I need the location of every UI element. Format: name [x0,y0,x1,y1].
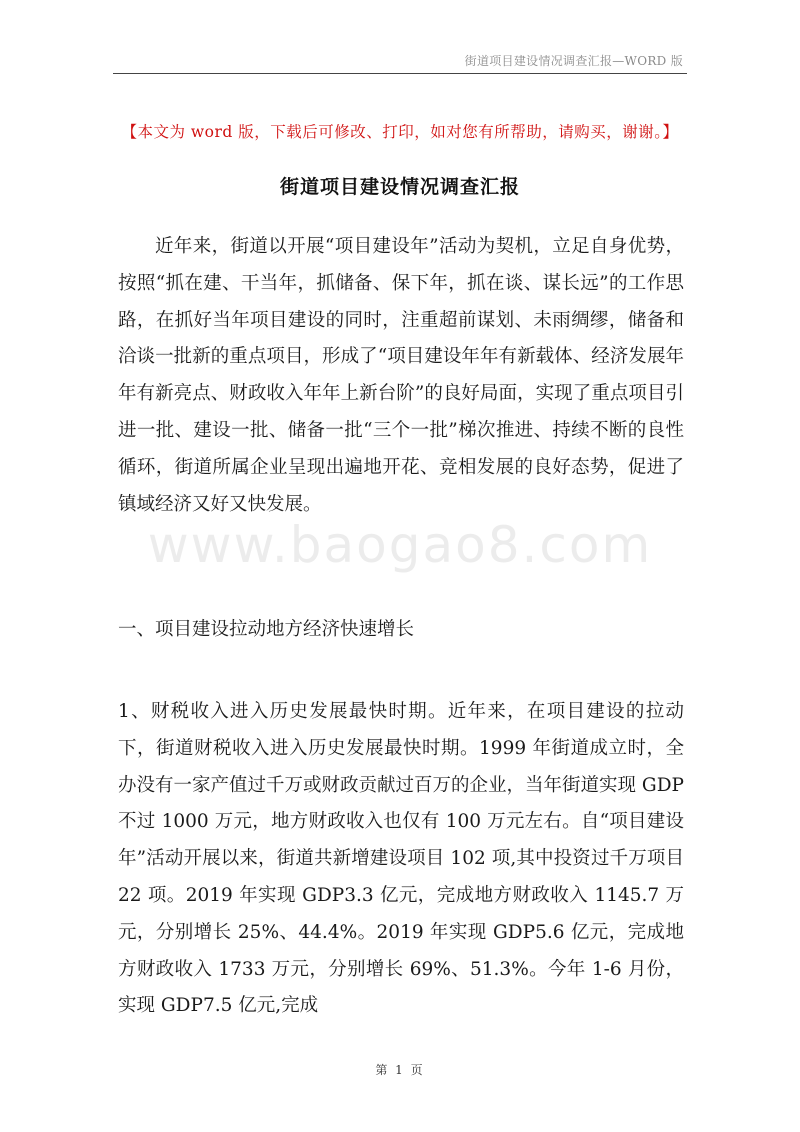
intro-paragraph: 近年来，街道以开展“项目建设年”活动为契机，立足自身优势，按照“抓在建、干当年，抓储备、保下年，抓在谈、谋长远”的工作思路，在抓好当年项目建设的同时，注重超前谋划、未雨绸缪，储备和洽谈一批新的重点项目，形成了“项目建设年年有新载体、经济发展年年有新亮点、财政收入年年上新台阶”的良好局面，实现了重点项目引进一批、建设一批、储备一批“三个一批”梯次推进、持续不断的良性循环，街道所属企业呈现出遍地开花、竞相发展的良好态势，促进了镇域经济又好又快发展。 [118,236,684,515]
section-paragraph: 1、财税收入进入历史发展最快时期。近年来，在项目建设的拉动下，街道财税收入进入历史发展最快时期。1999 年街道成立时，全办没有一家产值过千万或财政贡献过百万的企业，当年街道实现 GDP 不过 1000 万元，地方财政收入也仅有 100 万元左右。自“项目建设年”活动开展以来，街道共新增建设项目 102 项,其中投资过千万项目 22 项。2019 年实现 GDP3.3 亿元，完成地方财政收入 1145.7 万元，分别增长 25%、44.4%。2019 年实现 GDP5.6 亿元，完成地方财政收入 1733 万元，分别增长 69%、51.3%。今年 1-6 月份，实现 GDP7.5 亿元,完成 [118,701,684,1017]
page-number: 第 1 页 [375,1063,425,1077]
running-header: 街道项目建设情况调查汇报—WORD 版 [464,54,683,68]
document-title: 街道项目建设情况调查汇报 [279,176,520,198]
download-notice: 【本文为 word 版，下载后可修改、打印，如对您有所帮助，请购买，谢谢。】 [121,123,679,141]
watermark: www.baogao8.com [147,516,653,574]
section-heading: 一、项目建设拉动地方经济快速增长 [118,619,415,640]
header-divider [113,73,687,74]
